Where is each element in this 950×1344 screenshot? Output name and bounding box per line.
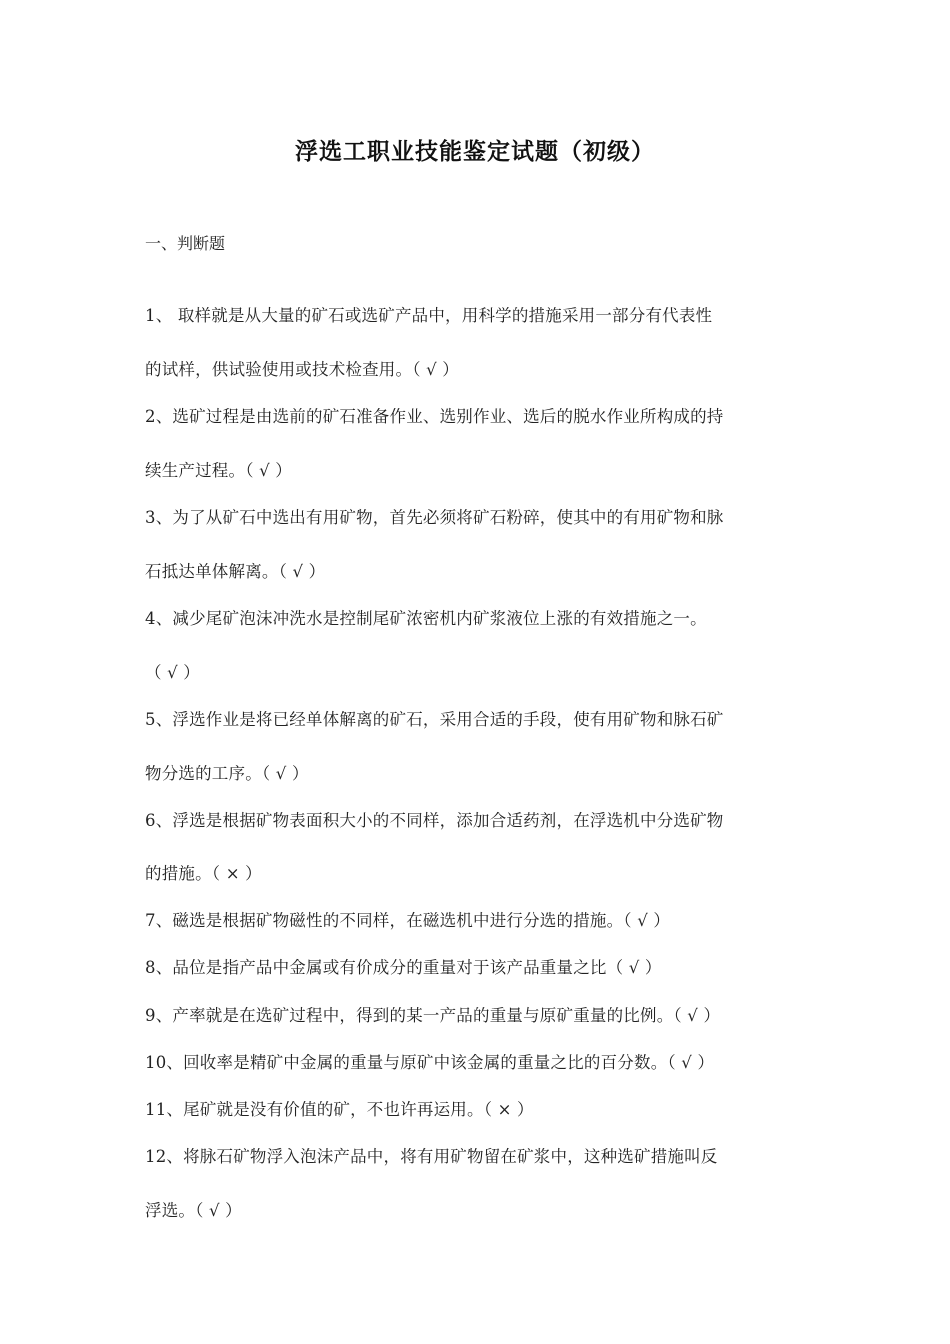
page-title: 浮选工职业技能鉴定试题（初级） — [295, 138, 655, 165]
question-line: 4、减少尾矿泡沫冲洗水是控制尾矿浓密机内矿浆液位上涨的有效措施之一。 — [145, 609, 707, 628]
question-line: 浮选。（ √ ） — [145, 1201, 242, 1220]
question-line: 1、 取样就是从大量的矿石或选矿产品中，用科学的措施采用一部分有代表性 — [145, 306, 713, 325]
question-line: 12、将脉石矿物浮入泡沫产品中，将有用矿物留在矿浆中，这种选矿措施叫反 — [145, 1147, 718, 1166]
question-line: 石抵达单体解离。（ √ ） — [145, 562, 326, 581]
question-line: 的试样，供试验使用或技术检查用。（ √ ） — [145, 360, 459, 379]
section-heading: 一、判断题 — [145, 234, 226, 253]
question-line: 10、回收率是精矿中金属的重量与原矿中该金属的重量之比的百分数。（ √ ） — [145, 1053, 715, 1072]
question-line: 续生产过程。（ √ ） — [145, 461, 292, 480]
question-line: 5、浮选作业是将已经单体解离的矿石，采用合适的手段，使有用矿物和脉石矿 — [145, 710, 724, 729]
question-line: 物分选的工序。（ √ ） — [145, 764, 309, 783]
question-line: 8、品位是指产品中金属或有价成分的重量对于该产品重量之比（ √ ） — [145, 958, 662, 977]
question-line: （ √ ） — [145, 663, 201, 682]
question-line: 6、浮选是根据矿物表面积大小的不同样，添加合适药剂，在浮选机中分选矿物 — [145, 811, 724, 830]
question-line: 9、产率就是在选矿过程中，得到的某一产品的重量与原矿重量的比例。（ √ ） — [145, 1006, 721, 1025]
question-line: 2、选矿过程是由选前的矿石准备作业、选别作业、选后的脱水作业所构成的持 — [145, 407, 724, 426]
question-line: 7、磁选是根据矿物磁性的不同样，在磁选机中进行分选的措施。（ √ ） — [145, 911, 671, 930]
question-line: 11、尾矿就是没有价值的矿，不也许再运用。（ × ） — [145, 1100, 534, 1119]
question-line: 的措施。（ × ） — [145, 864, 262, 883]
question-line: 3、为了从矿石中选出有用矿物，首先必须将矿石粉碎，使其中的有用矿物和脉 — [145, 508, 724, 527]
